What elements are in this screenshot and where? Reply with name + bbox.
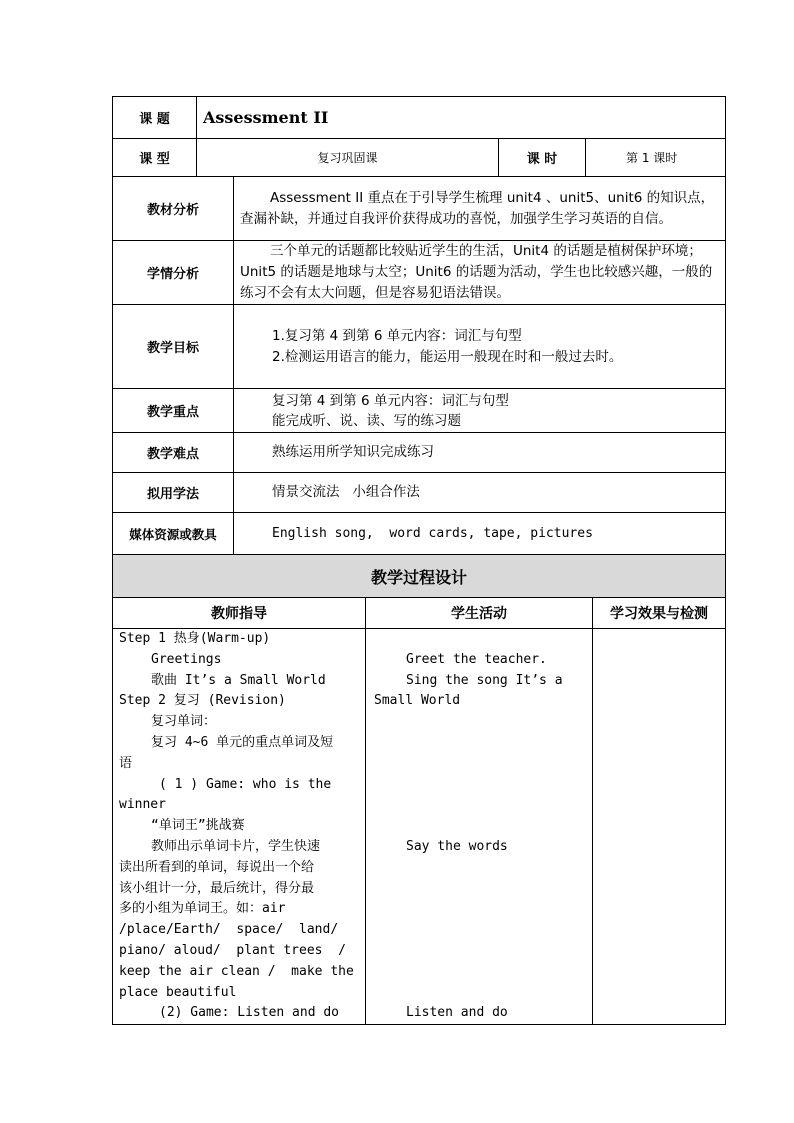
type-label: 课 型	[113, 139, 197, 177]
teacher-line: ( 1 ) Game: who is the	[159, 776, 332, 792]
col-student-header: 学生活动	[366, 598, 593, 629]
key-point-line-2: 能完成听、说、读、写的练习题	[272, 412, 461, 429]
lesson-info-table	[112, 96, 726, 598]
teacher-line: 复习 4~6 单元的重点单词及短	[151, 734, 334, 750]
students-text: 三个单元的话题都比较贴近学生的生活，Unit4 的话题是植树保护环境；Unit5 的话题是地球与太空；Unit6 的话题为活动，学生也比较感兴趣，一般的练习不会有太大问题，但是容易犯语法错误。	[234, 241, 726, 305]
goal-line-2: 2.检测运用语言的能力，能运用一般现在时和一般过去时。	[272, 348, 623, 365]
teacher-line: keep the air clean / make the	[119, 963, 354, 979]
teacher-line: Step 2 复习 (Revision)	[119, 693, 286, 709]
topic-row	[113, 97, 726, 139]
teacher-line: (2) Game: Listen and do	[159, 1005, 340, 1021]
media-label: 媒体资源或教具	[113, 513, 234, 555]
material-row	[113, 177, 726, 241]
effect-check-cell	[593, 629, 726, 1025]
topic-value: Assessment II	[197, 97, 726, 139]
media-row	[113, 513, 726, 555]
difficulties-row	[113, 433, 726, 473]
goal-line-1: 1.复习第 4 到第 6 单元内容：词汇与句型	[272, 327, 522, 344]
process-header-row	[113, 598, 726, 629]
students-row	[113, 241, 726, 305]
media-text: English song, word cards, tape, pictures	[234, 513, 726, 555]
teacher-line: 读出所看到的单词，每说出一个给	[119, 859, 315, 875]
teacher-line: 语	[119, 755, 133, 771]
col-effect-header: 学习效果与检测	[593, 598, 726, 629]
teacher-line: Greetings	[151, 651, 222, 667]
teacher-line: piano/ aloud/ plant trees /	[119, 942, 346, 958]
process-body-row	[113, 629, 726, 1025]
spacer	[374, 858, 588, 1004]
lesson-plan	[112, 96, 725, 1025]
teacher-line: 该小组计一分，最后统计，得分最	[119, 880, 315, 896]
teacher-guidance	[113, 629, 366, 1025]
teacher-line: 教师出示单词卡片，学生快速	[151, 838, 321, 854]
methods-row	[113, 473, 726, 513]
material-text: Assessment II 重点在于引导学生梳理 unit4 、unit5、unit6 的知识点，查漏补缺，并通过自我评价获得成功的喜悦，加强学生学习英语的自信。	[234, 177, 726, 241]
process-table	[112, 597, 726, 1025]
process-title-row	[113, 555, 726, 598]
type-value: 复习巩固课	[197, 139, 499, 177]
period-value: 第 1 课时	[586, 139, 726, 177]
teacher-line: 多的小组为单词王。如：air	[119, 901, 286, 917]
difficulties-label: 教学难点	[113, 433, 234, 473]
material-label: 教材分析	[113, 177, 234, 241]
key-point-line-1: 复习第 4 到第 6 单元内容：词汇与句型	[272, 392, 509, 409]
student-line-say: Say the words	[406, 838, 508, 854]
student-line-sing-cont: Small World	[374, 693, 461, 709]
student-activities	[366, 629, 593, 1025]
student-line-greet: Greet the teacher.	[406, 651, 547, 667]
key-points-label: 教学重点	[113, 389, 234, 433]
teacher-line: winner	[119, 797, 166, 813]
key-points-text	[234, 389, 726, 433]
goals-label: 教学目标	[113, 305, 234, 389]
students-label: 学情分析	[113, 241, 234, 305]
blank-line	[374, 629, 588, 650]
process-title: 教学过程设计	[113, 555, 726, 598]
student-line-sing: Sing the song It’s a	[406, 672, 563, 688]
teacher-line: /place/Earth/ space/ land/	[119, 922, 339, 938]
difficulties-text: 熟练运用所学知识完成练习	[234, 433, 726, 473]
student-line-listen: Listen and do	[406, 1005, 508, 1021]
methods-text: 情景交流法 小组合作法	[234, 473, 726, 513]
teacher-line: 歌曲 It’s a Small World	[151, 672, 326, 688]
methods-label: 拟用学法	[113, 473, 234, 513]
key-points-row	[113, 389, 726, 433]
topic-label: 课 题	[113, 97, 197, 139]
goals-text	[234, 305, 726, 389]
spacer	[374, 712, 588, 837]
teacher-line: Step 1 热身(Warm-up)	[119, 631, 271, 646]
teacher-line: place beautiful	[119, 984, 237, 1000]
type-row	[113, 139, 726, 177]
period-label: 课 时	[499, 139, 586, 177]
teacher-line: 复习单词：	[151, 714, 217, 730]
teacher-line: “单词王”挑战赛	[151, 818, 245, 834]
goals-row	[113, 305, 726, 389]
col-teacher-header: 教师指导	[113, 598, 366, 629]
